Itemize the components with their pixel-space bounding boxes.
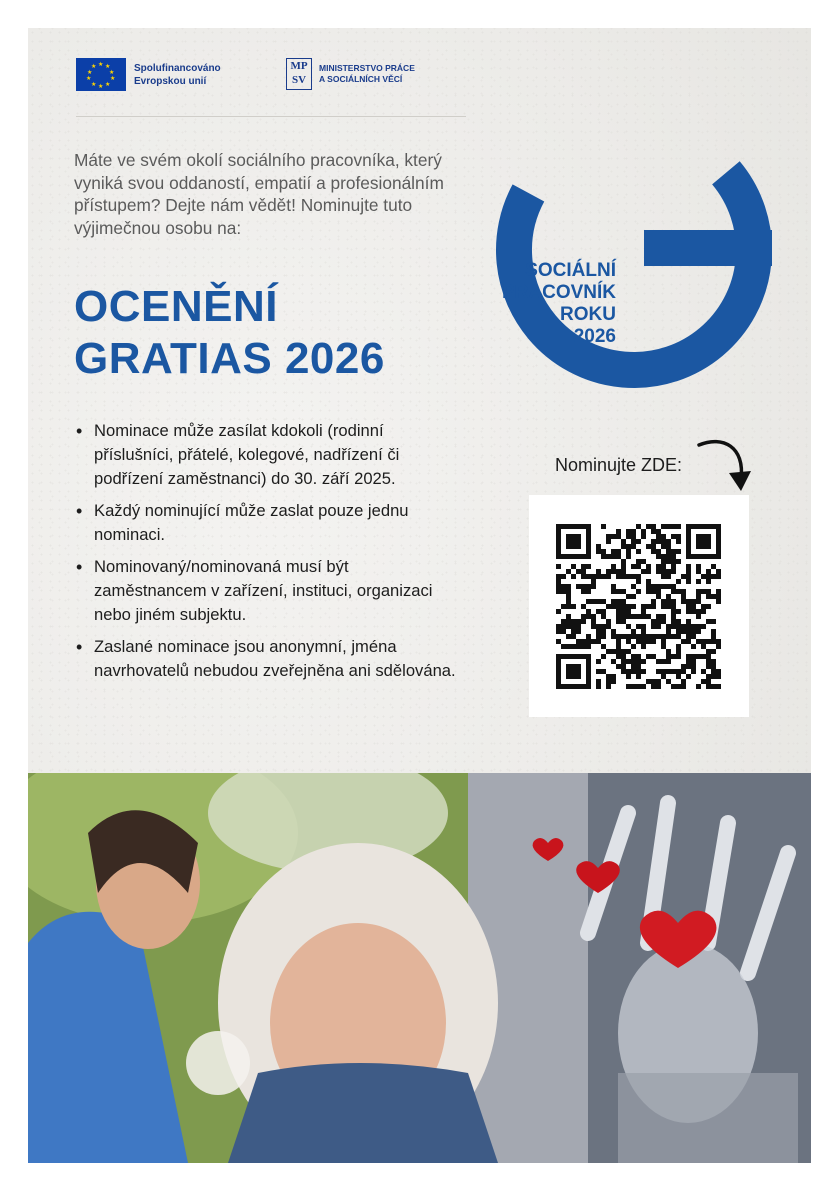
list-item: • Každý nominující může zaslat pouze jednu nominaci. <box>74 499 464 547</box>
eu-flag-icon: ★ ★ ★ ★ ★ ★ ★ ★ ★ ★ <box>76 58 126 91</box>
headline <box>74 281 494 385</box>
award-logo-line2: PRACOVNÍK <box>501 282 616 303</box>
list-item: • Zaslané nominace jsou anonymní, jména navrhovatelů nebudou zveřejněna ani sdělována. <box>74 635 464 683</box>
mpsv-logo-text <box>319 63 415 85</box>
list-item: • Nominovaný/nominovaná musí být zaměstnancem v zařízení, instituci, organizaci nebo jiném subjektu. <box>74 555 464 627</box>
mpsv-mark-bottom: SV <box>291 74 307 86</box>
award-g-logo <box>484 100 784 400</box>
intro-text: Máte ve svém okolí sociálního pracovníka, který vyniká svou oddaností, empatií a profesionálním přístupem? Dejte nám vědět! Nominujte tuto výjimečnou osobu na: <box>74 150 444 238</box>
eu-logo-line1: Spolufinancováno <box>134 62 221 74</box>
poster <box>28 28 811 1163</box>
mpsv-logo-line1: MINISTERSTVO PRÁCE <box>319 63 415 73</box>
qr-code-image <box>556 524 721 689</box>
mpsv-logo-line2: A SOCIÁLNÍCH VĚCÍ <box>319 74 403 84</box>
headline-line2: GRATIAS 2026 <box>74 334 385 383</box>
mpsv-mark-top: MP <box>290 60 308 72</box>
curved-arrow-icon <box>693 433 753 495</box>
award-logo-line3: ROKU <box>560 304 616 325</box>
list-item: • Nominace může zasílat kdokoli (rodinní příslušníci, přátelé, kolegové, nadřízení či podřízení zaměstnanci) do 30. září 2025. <box>74 419 464 491</box>
nomination-rules <box>74 419 464 691</box>
mpsv-logo <box>286 58 415 90</box>
mpsv-mark <box>286 58 312 90</box>
nominate-label: Nominujte ZDE: <box>555 455 683 475</box>
eu-logo-text <box>134 62 221 88</box>
award-logo-line4: 2026 <box>573 326 616 347</box>
eu-logo-line2: Evropskou unií <box>134 75 207 87</box>
eu-logo <box>76 58 221 91</box>
headline-line1: OCENĚNÍ <box>74 282 278 331</box>
qr-code[interactable] <box>529 495 749 717</box>
award-logo-line1: SOCIÁLNÍ <box>525 260 616 281</box>
photo-caregiver-and-awards <box>28 773 811 1163</box>
header-divider <box>76 116 466 117</box>
